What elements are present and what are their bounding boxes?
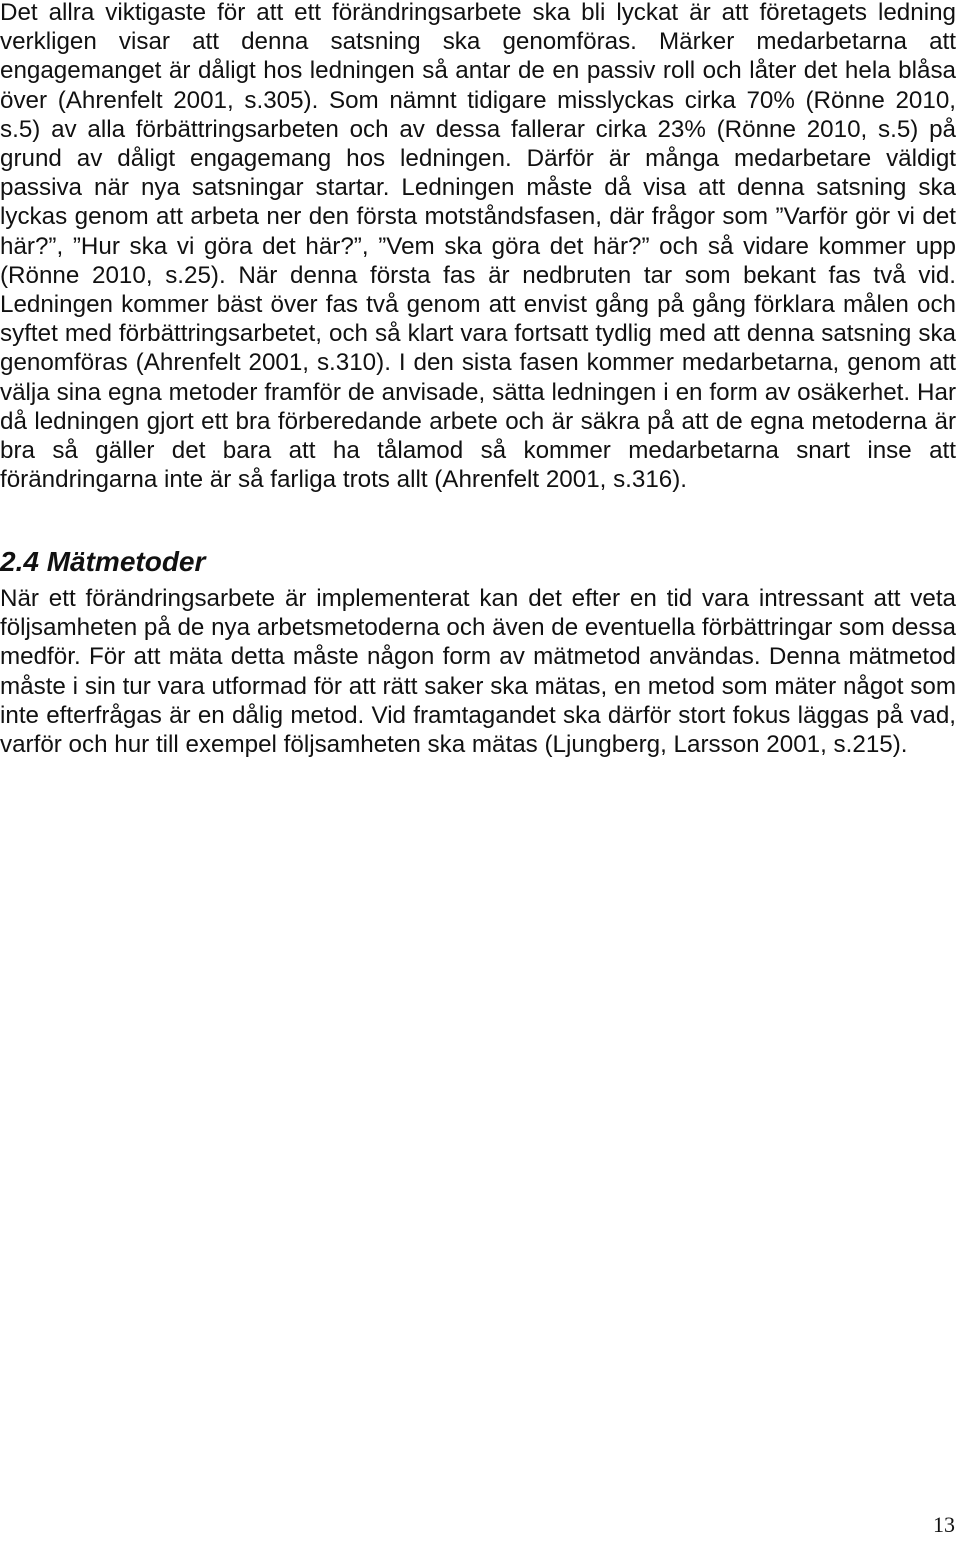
section-heading: 2.4 Mätmetoder: [0, 546, 206, 577]
page-number: 13: [933, 1512, 955, 1537]
body-paragraph-1: Det allra viktigaste för att ett förändringsarbete ska bli lyckat är att företagets ledning verkligen visar att denna satsning ska genomföras. Märker medarbetarna att engagemanget är dåligt hos ledningen så antar de en passiv roll och låter det hela blåsa över (Ahrenfelt 2001, s.305). Som nämnt tidigare misslyckas cirka 70% (Rönne 2010, s.5) av alla förbättringsarbeten och av dessa fallerar cirka 23% (Rönne 2010, s.5) på grund av dåligt engagemang hos ledningen. Därför är många medarbetare väldigt passiva när nya satsningar startar. Ledningen måste då visa att denna satsning ska lyckas genom att arbeta ner den första motståndsfasen, där frågor som ”Varför gör vi det här?”, ”Hur ska vi göra det här?”, ”Vem ska göra det här?” och så vidare kommer upp (Rönne 2010, s.25). När denna första fas är nedbruten tar som bekant fas två vid. Ledningen kommer bäst över fas två genom att envist gång på gång förklara målen och syftet med förbättringsarbetet, och så klart vara fortsatt tydlig med att denna satsning ska genomföras (Ahrenfelt 2001, s.310). I den sista fasen kommer medarbetarna, genom att välja sina egna metoder framför de anvisade, sätta ledningen i en form av osäkerhet. Har då ledningen gjort ett bra förberedande arbete och är säkra på att de egna metoderna är bra så gäller det bara att ha tålamod så kommer medarbetarna snart inse att förändringarna inte är så farliga trots allt (Ahrenfelt 2001, s.316).: [0, 0, 956, 494]
body-paragraph-2: När ett förändringsarbete är implementerat kan det efter en tid vara intressant att veta följsamheten på de nya arbetsmetoderna och även de eventuella förbättringar som dessa medför. För att mäta detta måste någon form av mätmetod användas. Denna mätmetod måste i sin tur vara utformad för att rätt saker ska mätas, en metod som mäter något som inte efterfrågas är en dålig metod. Vid framtagandet ska därför stort fokus läggas på vad, varför och hur till exempel följsamheten ska mätas (Ljungberg, Larsson 2001, s.215).: [0, 585, 956, 759]
